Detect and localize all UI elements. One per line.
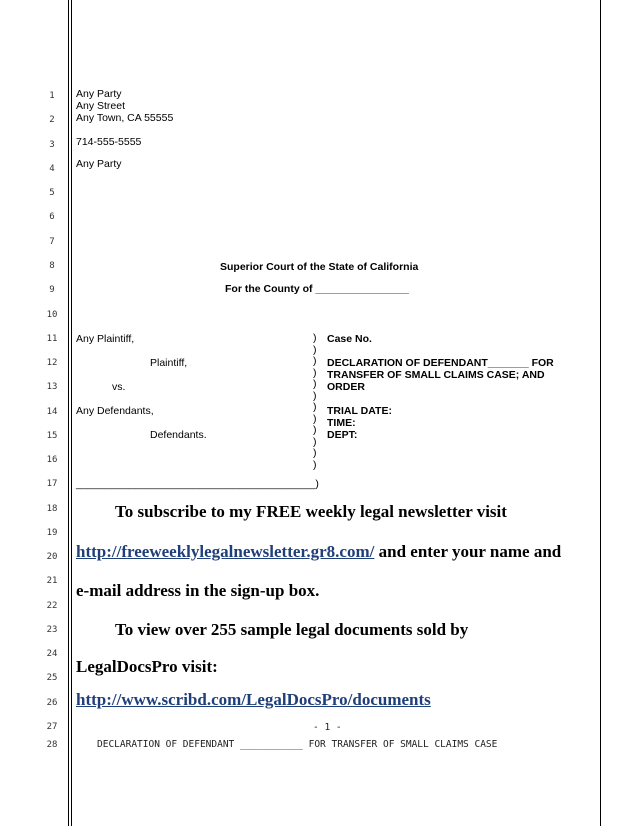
time-label: TIME: bbox=[327, 417, 356, 429]
line-number: 17 bbox=[46, 479, 58, 489]
line-number: 28 bbox=[46, 740, 58, 750]
declaration-title-line3: ORDER bbox=[327, 381, 365, 393]
caption-paren-column bbox=[313, 333, 317, 471]
newsletter-link-suffix: and enter your name and bbox=[374, 542, 562, 561]
line-number: 24 bbox=[46, 649, 58, 659]
legaldocspro-label: LegalDocsPro visit: bbox=[76, 657, 218, 676]
documents-link[interactable] bbox=[76, 690, 431, 710]
line-number: 15 bbox=[46, 431, 58, 441]
line-number: 6 bbox=[49, 212, 55, 222]
versus-label: vs. bbox=[112, 381, 126, 393]
paren: ) bbox=[313, 389, 317, 402]
dept-label: DEPT: bbox=[327, 429, 358, 441]
right-margin-rule bbox=[600, 0, 601, 826]
party-phone: 714-555-5555 bbox=[76, 136, 142, 148]
paren: ) bbox=[313, 458, 317, 471]
line-number: 13 bbox=[46, 382, 58, 392]
court-title: Superior Court of the State of California bbox=[220, 261, 419, 273]
line-number: 10 bbox=[46, 310, 58, 320]
paren: ) bbox=[313, 412, 317, 425]
paren: ) bbox=[313, 343, 317, 356]
newsletter-link[interactable]: http://freeweeklylegalnewsletter.gr8.com/ bbox=[76, 542, 375, 561]
paren: ) bbox=[313, 435, 317, 448]
line-number: 11 bbox=[46, 334, 58, 344]
line-number: 5 bbox=[49, 188, 55, 198]
line-number: 16 bbox=[46, 455, 58, 465]
paren: ) bbox=[313, 401, 317, 413]
line-number: 12 bbox=[46, 358, 58, 368]
line-number: 1 bbox=[49, 91, 55, 101]
line-number: 27 bbox=[46, 722, 58, 732]
line-number: 9 bbox=[49, 285, 55, 295]
line-number: 21 bbox=[46, 576, 58, 586]
party-name: Any Party bbox=[76, 88, 122, 100]
line-number: 8 bbox=[49, 261, 55, 271]
paren: ) bbox=[313, 447, 317, 459]
line-number: 25 bbox=[46, 673, 58, 683]
paren: ) bbox=[313, 332, 317, 344]
left-margin-rule-outer bbox=[68, 0, 69, 826]
line-number: 22 bbox=[46, 601, 58, 611]
line-number: 4 bbox=[49, 164, 55, 174]
line-number: 20 bbox=[46, 552, 58, 562]
plaintiff-label: Plaintiff, bbox=[150, 357, 188, 369]
declaration-title-line1: DECLARATION OF DEFENDANT_______ FOR bbox=[327, 357, 554, 369]
party-role: Any Party bbox=[76, 158, 122, 170]
newsletter-paragraph: To subscribe to my FREE weekly legal newsletter visit bbox=[115, 502, 507, 521]
paren: ) bbox=[313, 366, 317, 379]
defendant-name: Any Defendants, bbox=[76, 405, 154, 417]
line-number: 2 bbox=[49, 115, 55, 125]
caption-separator-line: _________________________________________) bbox=[76, 478, 319, 490]
left-margin-rule-inner bbox=[71, 0, 72, 826]
party-street: Any Street bbox=[76, 100, 126, 112]
documents-link-text[interactable]: http://www.scribd.com/LegalDocsPro/documents bbox=[76, 690, 431, 709]
documents-paragraph: To view over 255 sample legal documents sold by bbox=[115, 620, 469, 639]
line-number: 26 bbox=[46, 698, 58, 708]
line-number: 19 bbox=[46, 528, 58, 538]
footer-title: DECLARATION OF DEFENDANT ___________ FOR TRANSFER OF SMALL CLAIMS CASE bbox=[97, 739, 498, 750]
paren: ) bbox=[313, 355, 317, 367]
declaration-title-line2: TRANSFER OF SMALL CLAIMS CASE; AND bbox=[327, 369, 545, 381]
paren: ) bbox=[313, 378, 317, 390]
paren: ) bbox=[313, 424, 317, 436]
party-city: Any Town, CA 55555 bbox=[76, 112, 174, 124]
trial-date-label: TRIAL DATE: bbox=[327, 405, 392, 417]
plaintiff-name: Any Plaintiff, bbox=[76, 333, 135, 345]
signup-instruction: e-mail address in the sign-up box. bbox=[76, 581, 320, 600]
line-number: 23 bbox=[46, 625, 58, 635]
case-number-label: Case No. bbox=[327, 333, 372, 345]
court-county: For the County of ________________ bbox=[225, 283, 409, 295]
line-number: 18 bbox=[46, 504, 58, 514]
newsletter-link-line bbox=[76, 542, 561, 562]
line-number: 14 bbox=[46, 407, 58, 417]
line-number: 3 bbox=[49, 140, 55, 150]
line-number: 7 bbox=[49, 237, 55, 247]
defendant-label: Defendants. bbox=[150, 429, 207, 441]
page-number: - 1 - bbox=[313, 722, 342, 733]
